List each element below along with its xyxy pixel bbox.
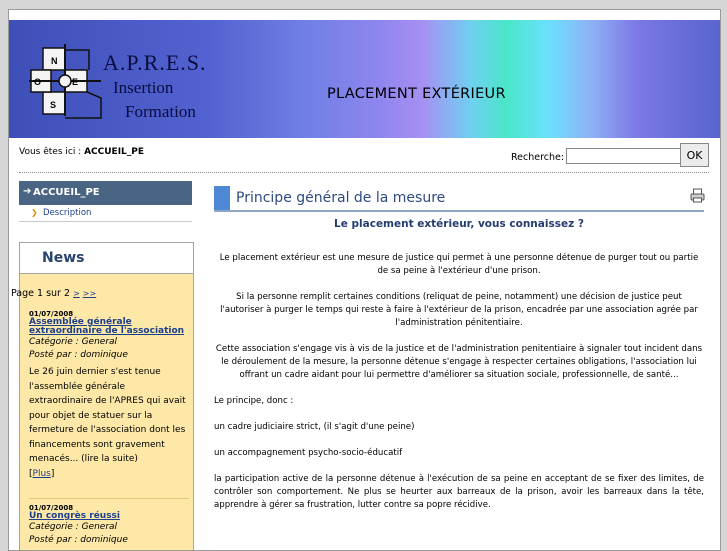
news-panel-title: News [42,250,85,266]
compass-o-label: O [34,77,42,87]
content-title: Principe général de la mesure [236,190,446,206]
content-paragraph: un cadre judiciaire strict, (il s'agit d'une peine) [214,422,415,432]
news-item [29,310,189,479]
news-item-author: Posté par : dominique [29,350,128,360]
print-icon[interactable] [690,188,705,203]
news-item-category: Catégorie : General [29,522,118,532]
content-paragraph: Le placement extérieur est une mesure de justice qui permet à une personne détenue de purger tout ou partie de sa peine à l'extérieur d'une prison. [219,253,699,276]
news-panel-header [20,243,193,274]
news-item-category: Catégorie : General [29,337,118,347]
news-item-date: 01/07/2008 [29,310,74,318]
news-item-excerpt: Le 26 juin dernier s'est tenue l'assemblée générale extraordinaire de l'APRES qui avait pour objet de statuer sur la fermeture de l'association dont les financements sont gravement menacés... (lire la suite) [29,367,186,464]
sidebar-menu-current[interactable] [19,181,192,205]
content-paragraph: Cette association s'engage vis à vis de la justice et de l'administration penitentiaire à signaler tout incident dans le déroulement de la mesure, la personne détenue s'engage à respecter certaines obligations, l'association lui offrant un cadre aidant pour lui permettre d'améliorer sa situation sociale, professionnelle, de santé... [215,344,703,380]
news-item-date: 01/07/2008 [29,504,74,512]
sidebar-menu-label: ACCUEIL_PE [33,187,100,198]
breadcrumb-prefix: Vous êtes ici : [19,147,85,157]
news-pager-next-link[interactable]: > [73,289,80,298]
arrow-right-icon: ➔ [23,186,32,197]
news-pager [11,288,96,299]
compass-n-label: N [51,56,58,66]
content-title-bar [214,186,704,212]
breadcrumb [19,147,144,157]
breadcrumb-divider [19,172,709,173]
content-paragraph: Le principe, donc : [214,396,294,406]
content-subtitle: Le placement extérieur, vous connaissez ? [334,218,584,230]
title-accent-block [214,186,230,210]
content-paragraph: la participation active de la personne détenue à l'exécution de sa peine en acceptant de se fixer des limites, de contrôler son comportement. Ne plus se heurter aux barreaux de la prison, avoir les barreaux dans la tête, apprendre à gérer sa frustration, lutter contre sa popre récidive. [214,474,704,510]
news-item [29,504,189,547]
compass-e-label: E [72,77,79,87]
news-item-divider [29,498,189,499]
chevron-right-icon: ❯ [31,208,38,217]
sidebar-item-description-link[interactable]: Description [43,208,92,218]
news-item-title-link[interactable]: Un congrès réussi [29,511,120,521]
news-item-more: [Plus] [29,468,55,479]
compass-logo-icon [27,42,107,122]
news-pager-last-link[interactable]: >> [82,289,97,298]
news-item-title-link[interactable]: Assemblée générale extraordinaire de l'association [29,317,185,336]
page-heading: PLACEMENT EXTÉRIEUR [327,86,506,102]
search-input[interactable] [566,148,682,164]
news-pager-text: Page 1 sur 2 [11,288,71,299]
header-banner [9,20,720,138]
compass-s-label: S [50,100,57,110]
page-frame [8,9,721,551]
logo-line-formation: Formation [125,102,196,121]
logo-line-insertion: Insertion [113,78,174,97]
content-paragraph: un accompagnement psycho-socio-éducatif [214,448,403,458]
site-logo[interactable] [27,42,227,132]
search-label: Recherche: [511,152,565,163]
sidebar-item-description[interactable] [19,207,192,222]
logo-line-apres: A.P.R.E.S. [103,50,207,75]
news-item-author: Posté par : dominique [29,535,128,545]
breadcrumb-current[interactable]: ACCUEIL_PE [84,147,145,157]
search-ok-button[interactable]: OK [680,143,709,167]
news-item-more-link[interactable]: Plus [32,468,51,479]
content-paragraph: Si la personne remplit certaines conditions (reliquat de peine, notamment) une décision de justice peut l'autoriser à purger le temps qui reste à faire à l'extérieur de la prison, encadrée par une association agrée par l'administration pénitentiaire. [220,292,698,328]
